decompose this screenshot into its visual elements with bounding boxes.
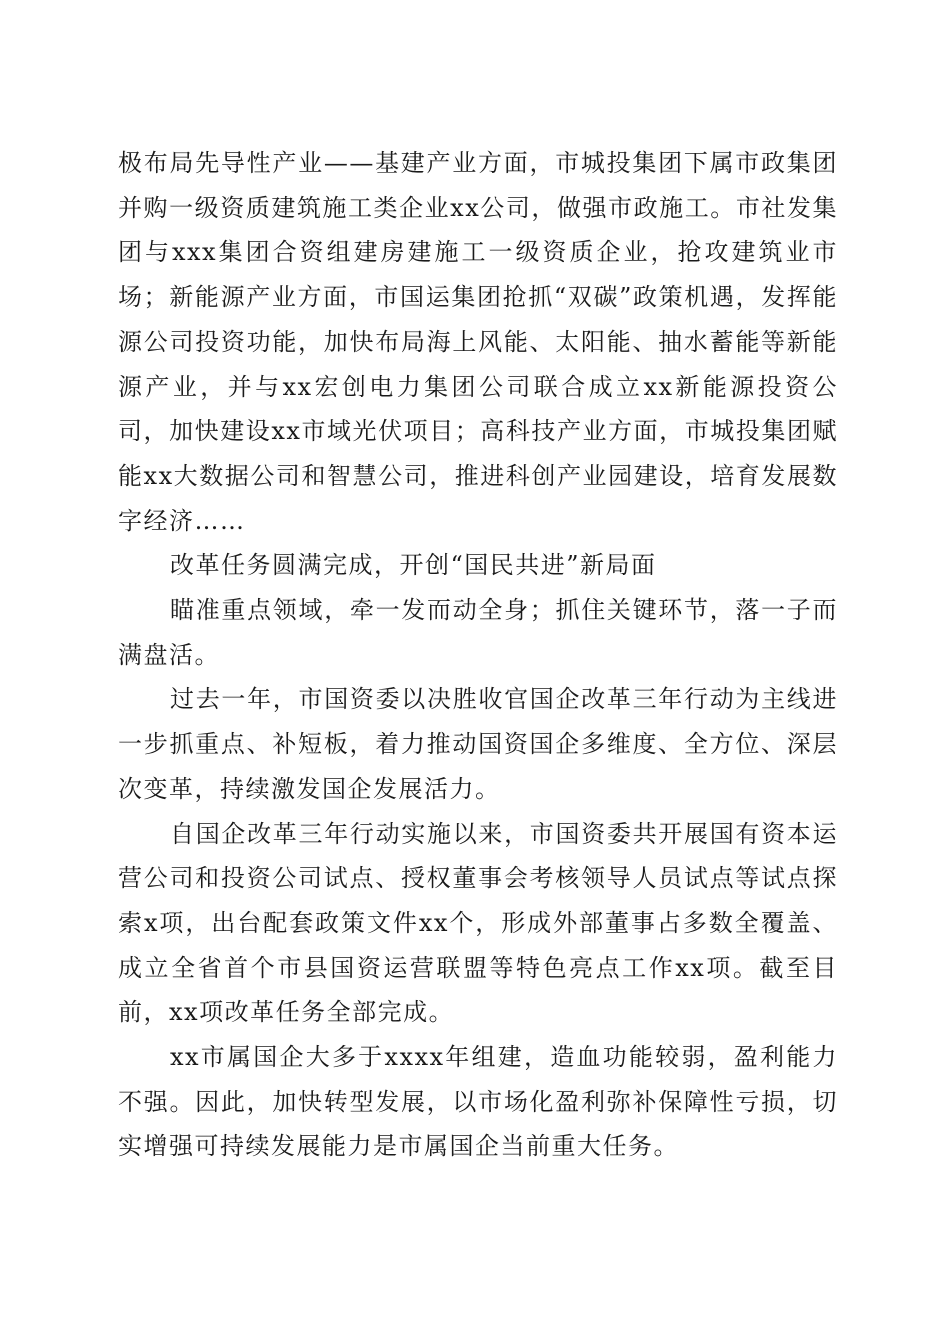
paragraph: 过去一年，市国资委以决胜收官国企改革三年行动为主线进一步抓重点、补短板，着力推动国资国企多维度、全方位、深层次变革，持续激发国企发展活力。: [118, 685, 838, 803]
paragraph: 瞄准重点领域，牵一发而动全身；抓住关键环节，落一子而满盘活。: [118, 596, 838, 669]
section-heading: 改革任务圆满完成，开创“国民共进”新局面: [170, 551, 657, 580]
paragraph-continuation: 极布局先导性产业——基建产业方面，市城投集团下属市政集团并购一级资质建筑施工类企业xx公司，做强市政施工。市社发集团与xxx集团合资组建房建施工一级资质企业，抢攻建筑业市场；新能源产业方面，市国运集团抢抓“双碳”政策机遇，发挥能源公司投资功能，加快布局海上风能、太阳能、抽水蓄能等新能源产业，并与xx宏创电力集团公司联合成立xx新能源投资公司，加快建设xx市域光伏项目；高科技产业方面，市城投集团赋能xx大数据公司和智慧公司，推进科创产业园建设，培育发展数字经济……: [118, 149, 838, 535]
paragraph: 自国企改革三年行动实施以来，市国资委共开展国有资本运营公司和投资公司试点、授权董事会考核领导人员试点等试点探索x项，出台配套政策文件xx个，形成外部董事占多数全覆盖、成立全省首个市县国资运营联盟等特色亮点工作xx项。截至目前，xx项改革任务全部完成。: [118, 819, 838, 1027]
document-body: [118, 141, 838, 1169]
paragraph: xx市属国企大多于xxxx年组建，造血功能较弱，盈利能力不强。因此，加快转型发展，以市场化盈利弥补保障性亏损，切实增强可持续发展能力是市属国企当前重大任务。: [118, 1043, 838, 1161]
